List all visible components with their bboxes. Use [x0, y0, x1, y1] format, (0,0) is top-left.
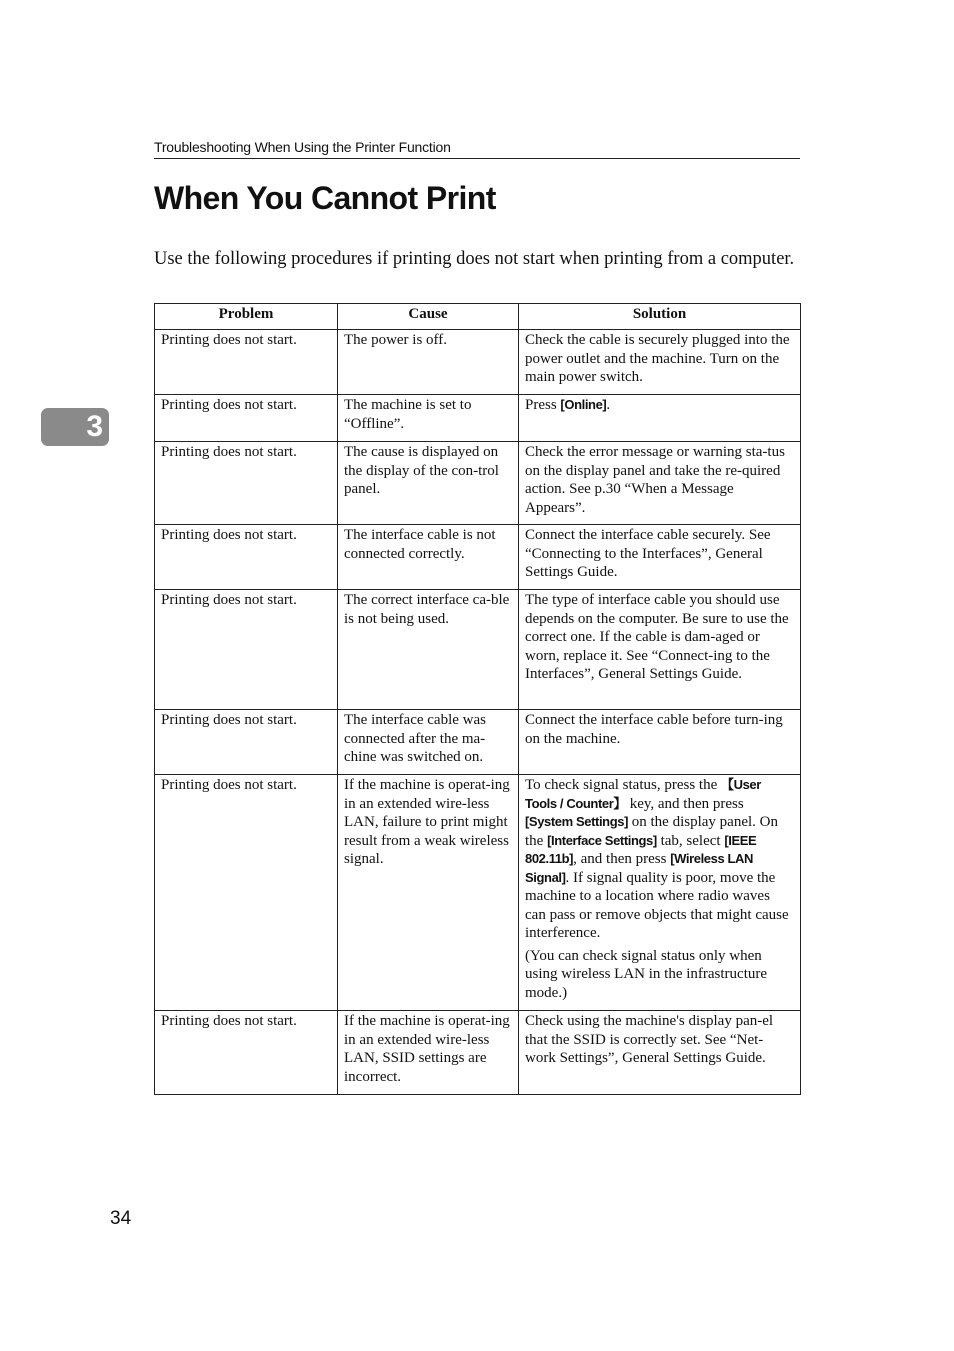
page-title: When You Cannot Print [154, 180, 496, 216]
intro-paragraph: Use the following procedures if printing does not start when printing from a computer. [154, 249, 795, 269]
cause-cell: If the machine is operat-ing in an extended wire-less LAN, failure to print might result from a weak wireless signal. [338, 775, 519, 1011]
solution-cell [519, 775, 801, 1011]
solution-cell: Check the cable is securely plugged into the power outlet and the machine. Turn on the main power switch. [519, 330, 801, 395]
problem-cell: Printing does not start. [155, 590, 338, 710]
solution-text: . If signal quality is poor, move the machine to a location where radio waves can pass or remove objects that might cause interference. [525, 869, 789, 941]
ieee-80211b-key-label: [IEEE 802.11b] [525, 832, 757, 866]
table-row [155, 525, 801, 590]
chapter-number: 3 [86, 410, 103, 443]
solution-text: on the display panel. On the [525, 814, 778, 849]
problem-cell: Printing does not start. [155, 395, 338, 442]
table-row [155, 395, 801, 442]
problem-cell: Printing does not start. [155, 775, 338, 1011]
problem-cell: Printing does not start. [155, 330, 338, 395]
page-number: 34 [110, 1208, 132, 1229]
interface-settings-key-label: [Interface Settings] [547, 832, 657, 848]
solution-cell: Connect the interface cable before turn-ing on the machine. [519, 710, 801, 775]
table-header-row [155, 304, 801, 330]
cause-cell: The interface cable is not connected correctly. [338, 525, 519, 590]
header-problem: Problem [155, 304, 338, 330]
system-settings-key-label: [System Settings] [525, 814, 629, 829]
solution-text: . [606, 397, 611, 413]
problem-cell: Printing does not start. [155, 525, 338, 590]
table-row [155, 330, 801, 395]
table-row [155, 1011, 801, 1095]
wireless-lan-signal-key-label: [Wireless LAN Signal] [525, 851, 754, 885]
solution-text: key, and then press [625, 795, 744, 812]
problem-cell: Printing does not start. [155, 1011, 338, 1095]
cause-cell: If the machine is operat-ing in an extended wire-less LAN, SSID settings are incorrect. [338, 1011, 519, 1095]
cause-cell: The correct interface ca-ble is not being used. [338, 590, 519, 710]
cause-cell: The power is off. [338, 330, 519, 395]
header-solution: Solution [519, 304, 801, 330]
cause-cell: The interface cable was connected after the ma-chine was switched on. [338, 710, 519, 775]
problem-cell: Printing does not start. [155, 710, 338, 775]
table-row [155, 442, 801, 525]
running-header: Troubleshooting When Using the Printer Function [154, 139, 451, 155]
solution-note: (You can check signal status only when using wireless LAN in the infrastructure mode.) [525, 947, 768, 1001]
solution-text: , and then press [573, 851, 671, 867]
cause-cell: The machine is set to “Offline”. [338, 395, 519, 442]
troubleshooting-table [154, 303, 801, 1095]
solution-text: To check signal status, press the [525, 777, 721, 793]
chapter-tab [41, 408, 109, 446]
header-rule [154, 158, 800, 159]
solution-main [525, 776, 794, 943]
header-cause: Cause [338, 304, 519, 330]
table-row [155, 710, 801, 775]
table-row [155, 590, 801, 710]
solution-cell: Check using the machine's display pan-el that the SSID is correctly set. See “Net-work Settings”, General Settings Guide. [519, 1011, 801, 1095]
solution-cell: The type of interface cable you should use depends on the computer. Be sure to use the correct one. If the cable is dam-aged or worn, replace it. See “Connect-ing to the Interfaces”, General Settings Guide. [519, 590, 801, 710]
problem-cell: Printing does not start. [155, 442, 338, 525]
solution-text: Press [525, 397, 561, 413]
table-row [155, 775, 801, 1011]
cause-cell: The cause is displayed on the display of the con-trol panel. [338, 442, 519, 525]
solution-cell [519, 395, 801, 442]
solution-cell: Connect the interface cable securely. See “Connecting to the Interfaces”, General Settings Guide. [519, 525, 801, 590]
online-key-label: [Online] [560, 397, 607, 412]
solution-cell: Check the error message or warning sta-tus on the display panel and take the re-quired action. See p.30 “When a Message Appears”. [519, 442, 801, 525]
user-tools-counter-key-label: 【User Tools / Counter】 [525, 777, 761, 811]
solution-text: tab, select [656, 832, 725, 849]
